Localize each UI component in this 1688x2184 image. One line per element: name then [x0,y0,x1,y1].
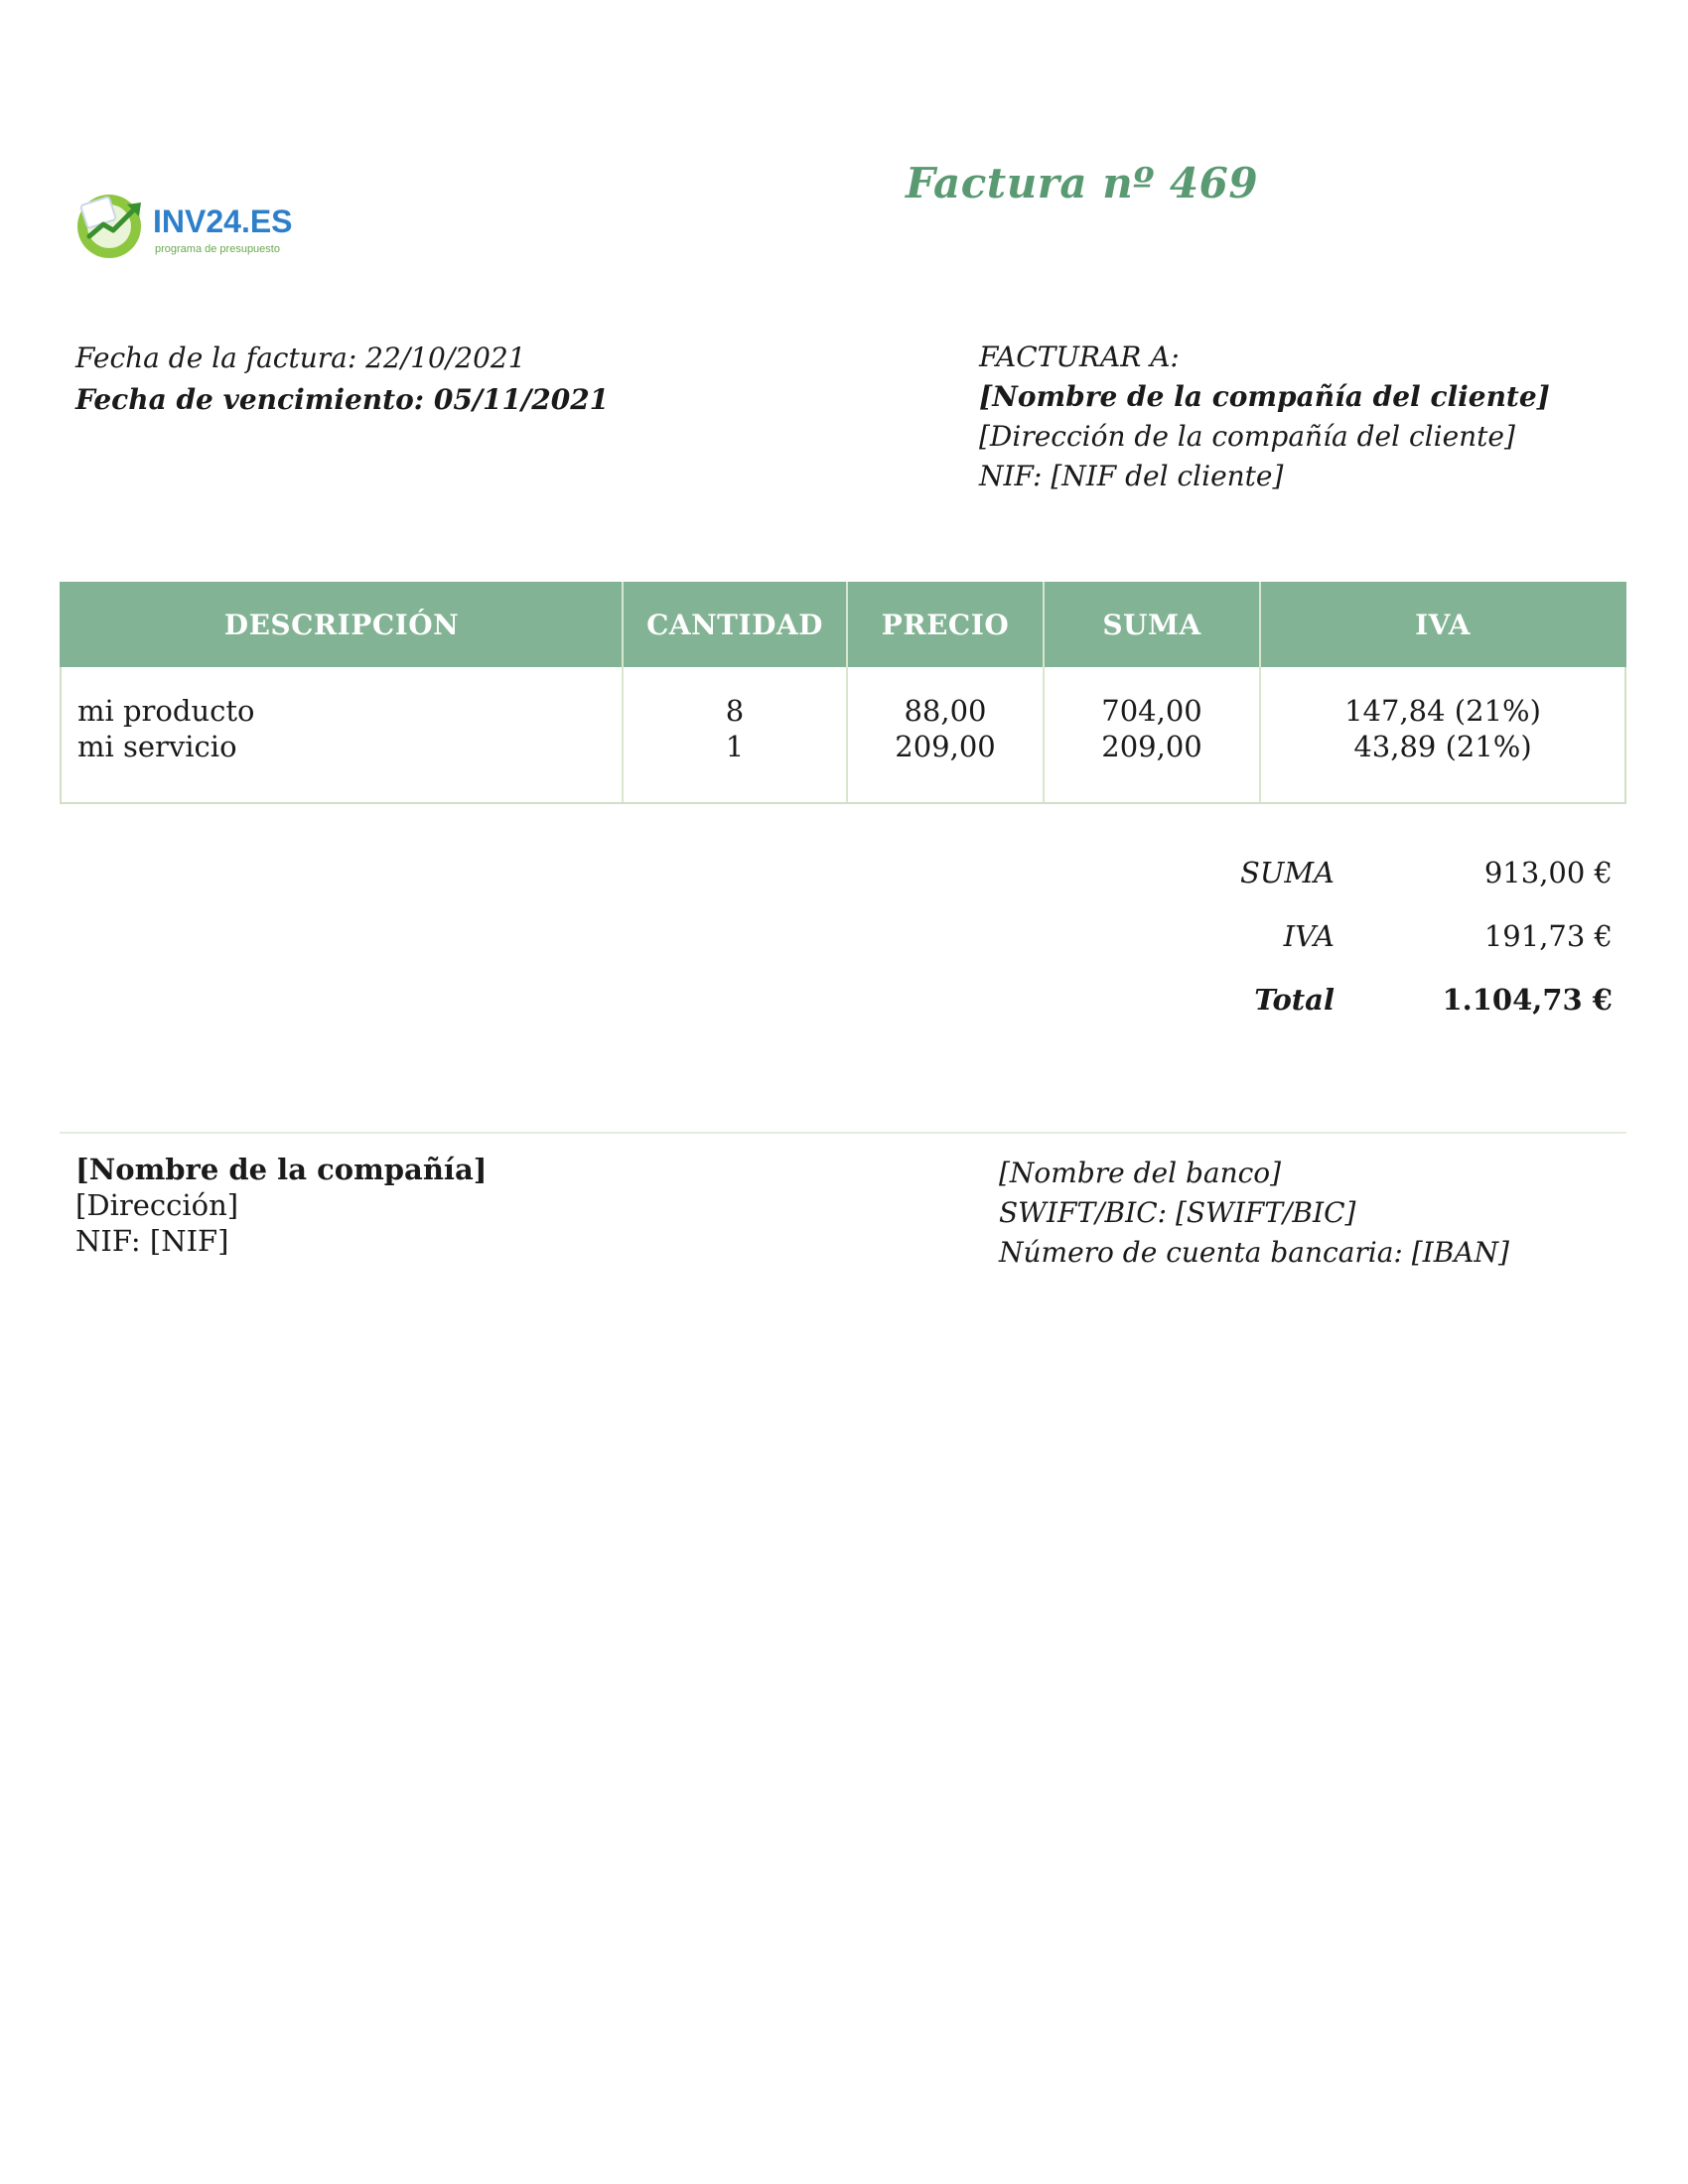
items-table [60,582,1626,804]
bill-to-block [979,338,1550,496]
logo-tagline: programa de presupuesto [155,243,280,255]
invoice-date: Fecha de la factura: 22/10/2021 [75,341,526,374]
company-nif: NIF: [NIF] [75,1224,229,1258]
table-cell-price: 209,00 [895,730,996,763]
header-price: PRECIO [881,608,1010,641]
column-price [848,582,1045,802]
bill-to-heading: FACTURAR A: [979,341,1180,373]
vat-label: IVA [1283,919,1335,953]
company-name: [Nombre de la compañía] [75,1153,488,1186]
totals-row-sum [1092,856,1613,919]
totals-block [1092,856,1613,1046]
chart-arrow-icon [75,191,294,262]
column-sum [1045,582,1261,802]
bank-name: [Nombre del banco] [999,1157,1282,1189]
header-quantity: CANTIDAD [646,608,823,641]
sum-label: SUMA [1240,856,1335,889]
bank-swift: SWIFT/BIC: [SWIFT/BIC] [999,1196,1356,1229]
total-value: 1.104,73 € [1442,983,1613,1017]
header-vat: IVA [1415,608,1471,641]
bank-account: Número de cuenta bancaria: [IBAN] [999,1236,1509,1269]
header-description: DESCRIPCIÓN [223,608,460,641]
sum-value: 913,00 € [1483,856,1613,889]
total-label: Total [1254,983,1335,1017]
table-cell-description: mi servicio [77,730,237,763]
bank-info [999,1154,1509,1273]
client-nif: NIF: [NIF del cliente] [979,460,1284,492]
column-vat [1261,582,1624,802]
table-cell-quantity: 1 [725,730,745,763]
totals-row-vat [1092,919,1613,983]
column-description [62,582,624,802]
table-cell-quantity: 8 [725,694,745,728]
totals-row-total [1092,983,1613,1046]
table-cell-sum: 704,00 [1101,694,1202,728]
invoice-dates [75,338,609,421]
header-sum: SUMA [1102,608,1201,641]
company-info [75,1152,487,1259]
logo-text: INV24.ES [153,204,293,239]
footer-divider [60,1132,1626,1134]
client-address: [Dirección de la compañía del cliente] [979,420,1515,453]
company-logo [75,191,294,262]
table-cell-description: mi producto [77,694,255,728]
invoice-title: Factura nº 469 [906,159,1259,207]
due-date: Fecha de vencimiento: 05/11/2021 [75,383,610,416]
client-name: [Nombre de la compañía del cliente] [979,380,1550,413]
company-address: [Dirección] [75,1188,239,1222]
table-cell-sum: 209,00 [1101,730,1202,763]
column-quantity [624,582,848,802]
vat-value: 191,73 € [1483,919,1613,953]
table-cell-vat: 147,84 (21%) [1344,694,1541,728]
table-cell-vat: 43,89 (21%) [1353,730,1532,763]
table-cell-price: 88,00 [904,694,987,728]
